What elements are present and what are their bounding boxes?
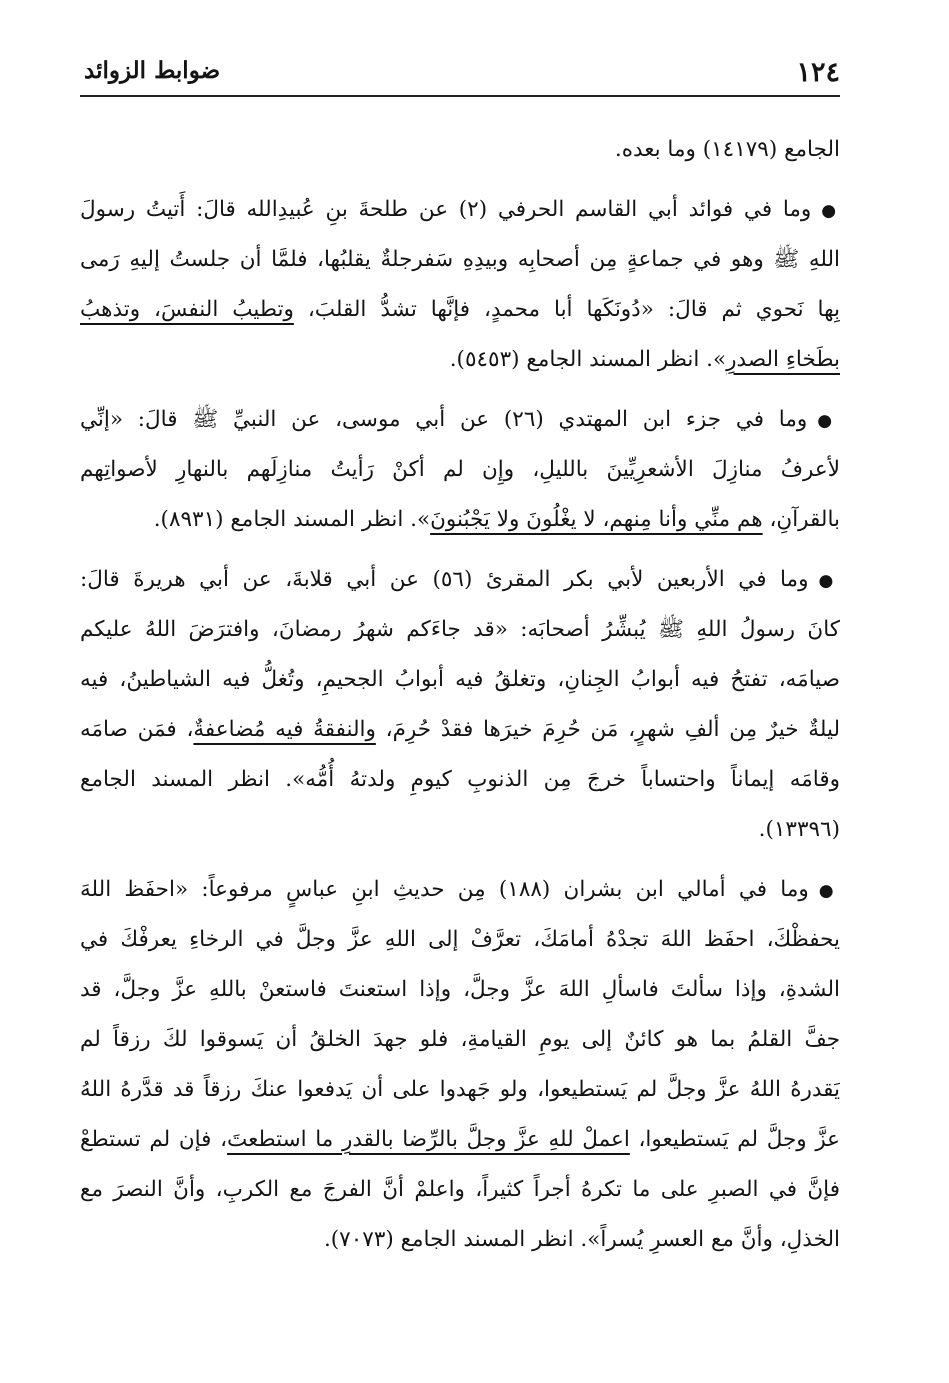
text-line: بالقرآنِ، هم منِّي وأنا مِنهم، لا يغْلُونَ ولا يَجْبُنونَ». انظر المسند الجامع (٨٩٣١). bbox=[153, 507, 840, 532]
underlined-phrase: هم منِّي وأنا مِنهم، لا يغْلُونَ ولا يَجْبُنونَ bbox=[430, 507, 763, 532]
text-line: جفَّ القلمُ بما هو كائنٌ إلى يومِ القيامةِ، فلو جهدَ الخلقُ أن يَسوقوا لكَ رزقاً لم bbox=[80, 1027, 840, 1052]
underlined-phrase: اعملْ للهِ عزَّ وجلَّ بالرِّضا بالقدرِ ما استطعتَ bbox=[227, 1127, 630, 1152]
running-title: ضوابط الزوائد bbox=[84, 57, 221, 84]
bullet-icon: ● bbox=[821, 201, 840, 221]
text-line: بِها نَحوي ثم قالَ: «دُونَكَها أبا محمدٍ، فإنَّها تشدُّ القلبَ، وتطيبُ النفسَ، وتذهبُ bbox=[80, 297, 840, 322]
header-rule bbox=[80, 95, 840, 97]
text-line: ●وما في الأربعين لأبي بكر المقرئ (٥٦) عن أبي قلابةَ، عن أبي هريرةَ قالَ: bbox=[80, 567, 840, 592]
text-line: ليلةٌ خيرٌ مِن ألفِ شهرٍ، مَن حُرِمَ خيرَها فقدْ حُرِمَ، والنفقةُ فيه مُضاعفةٌ، فمَن صامَه bbox=[80, 717, 840, 742]
paragraph-muhtadi bbox=[80, 395, 840, 545]
underlined-phrase: وتطيبُ النفسَ، وتذهبُ bbox=[80, 297, 294, 322]
paragraph-fawaid bbox=[80, 185, 840, 385]
bullet-icon: ● bbox=[818, 881, 840, 901]
text-line: ●وما في أمالي ابن بشران (١٨٨) مِن حديثِ ابنِ عباسٍ مرفوعاً: «احفَظ اللهَ bbox=[80, 877, 840, 902]
text-line: يحفظْكَ، احفَظ اللهَ تجدْهُ أمامَكَ، تعرَّفْ إلى اللهِ عزَّ وجلَّ في الرخاءِ يعرفْكَ في bbox=[80, 927, 840, 952]
page-number: ١٢٤ bbox=[796, 57, 840, 88]
text-line: (١٣٣٩٦). bbox=[758, 817, 840, 842]
underlined-phrase: والنفقةُ فيه مُضاعفةٌ bbox=[193, 717, 376, 742]
page-header bbox=[80, 55, 840, 95]
text-line: الجامع (١٤١٧٩) وما بعده. bbox=[614, 137, 840, 162]
text-line: الشدةِ، وإذا سألتَ فاسألِ اللهَ عزَّ وجلَّ، وإذا استعنتَ فاستعنْ باللهِ عزَّ وجلَّ، قد bbox=[80, 977, 840, 1002]
text-line: وقامَه إيماناً واحتساباً خرجَ مِن الذنوبِ كيومِ ولدتهُ أُمُّه». انظر المسند الجامع bbox=[80, 767, 840, 792]
text-line: يَقدرهُ اللهُ عزَّ وجلَّ لم يَستطيعوا، ولو جَهدوا على أن يَدفعوا عنكَ رزقاً قد قدَّرهُ اللهُ bbox=[80, 1077, 840, 1102]
text-line: ●وما في جزء ابن المهتدي (٢٦) عن أبي موسى، عن النبيِّ ﷺ قالَ: «إنِّي bbox=[80, 407, 840, 432]
text-line: ●وما في فوائد أبي القاسم الحرفي (٢) عن طلحةَ بنِ عُبيدِالله قالَ: أَتيتُ رسولَ bbox=[80, 197, 840, 222]
paragraph-arbaeen bbox=[80, 555, 840, 855]
text-line: لأعرفُ منازِلَ الأشعرِيِّينَ بالليلِ، وإِن لم أكنْ رَأيتُ منازِلَهم بالنهارِ لأصواتِهم bbox=[80, 457, 840, 482]
text-line: الخذلِ، وأنَّ مع العسرِ يُسراً». انظر المسند الجامع (٧٠٧٣). bbox=[323, 1227, 840, 1252]
text-line: صيامَه، تفتحُ فيه أبوابُ الجِنانِ، وتغلقُ فيه أبوابُ الجحيمِ، وتُغلُّ فيه الشياطينُ، فيه bbox=[80, 667, 840, 692]
bullet-icon: ● bbox=[817, 411, 840, 431]
text-line: فإنَّ في الصبرِ على ما تكرهُ أجراً كثيراً، واعلمْ أنَّ الفرجَ مع الكربِ، وأنَّ النصرَ مع bbox=[80, 1177, 840, 1202]
paragraph-amali bbox=[80, 865, 840, 1265]
underlined-phrase: بطَخاءِ الصدرِ bbox=[726, 347, 840, 372]
text-line: عزَّ وجلَّ لم يَستطيعوا، اعملْ للهِ عزَّ وجلَّ بالرِّضا بالقدرِ ما استطعتَ، فإن لم تستطعْ bbox=[80, 1127, 840, 1152]
page-body bbox=[80, 125, 840, 1265]
text-line: بطَخاءِ الصدرِ». انظر المسند الجامع (٥٤٥٣). bbox=[449, 347, 840, 372]
text-line: اللهِ ﷺ وهو في جماعةٍ مِن أصحابِه وبيدِهِ سَفرجلةٌ يقلبُها، فلمَّا أن جلستُ إليهِ رَمى bbox=[80, 247, 840, 272]
book-page bbox=[80, 55, 840, 1252]
text-line: كانَ رسولُ اللهِ ﷺ يُبشِّرُ أصحابَه: «قد جاءَكم شهرُ رمضانَ، وافترَضَ اللهُ عليكم bbox=[80, 617, 840, 642]
bullet-icon: ● bbox=[818, 571, 840, 591]
